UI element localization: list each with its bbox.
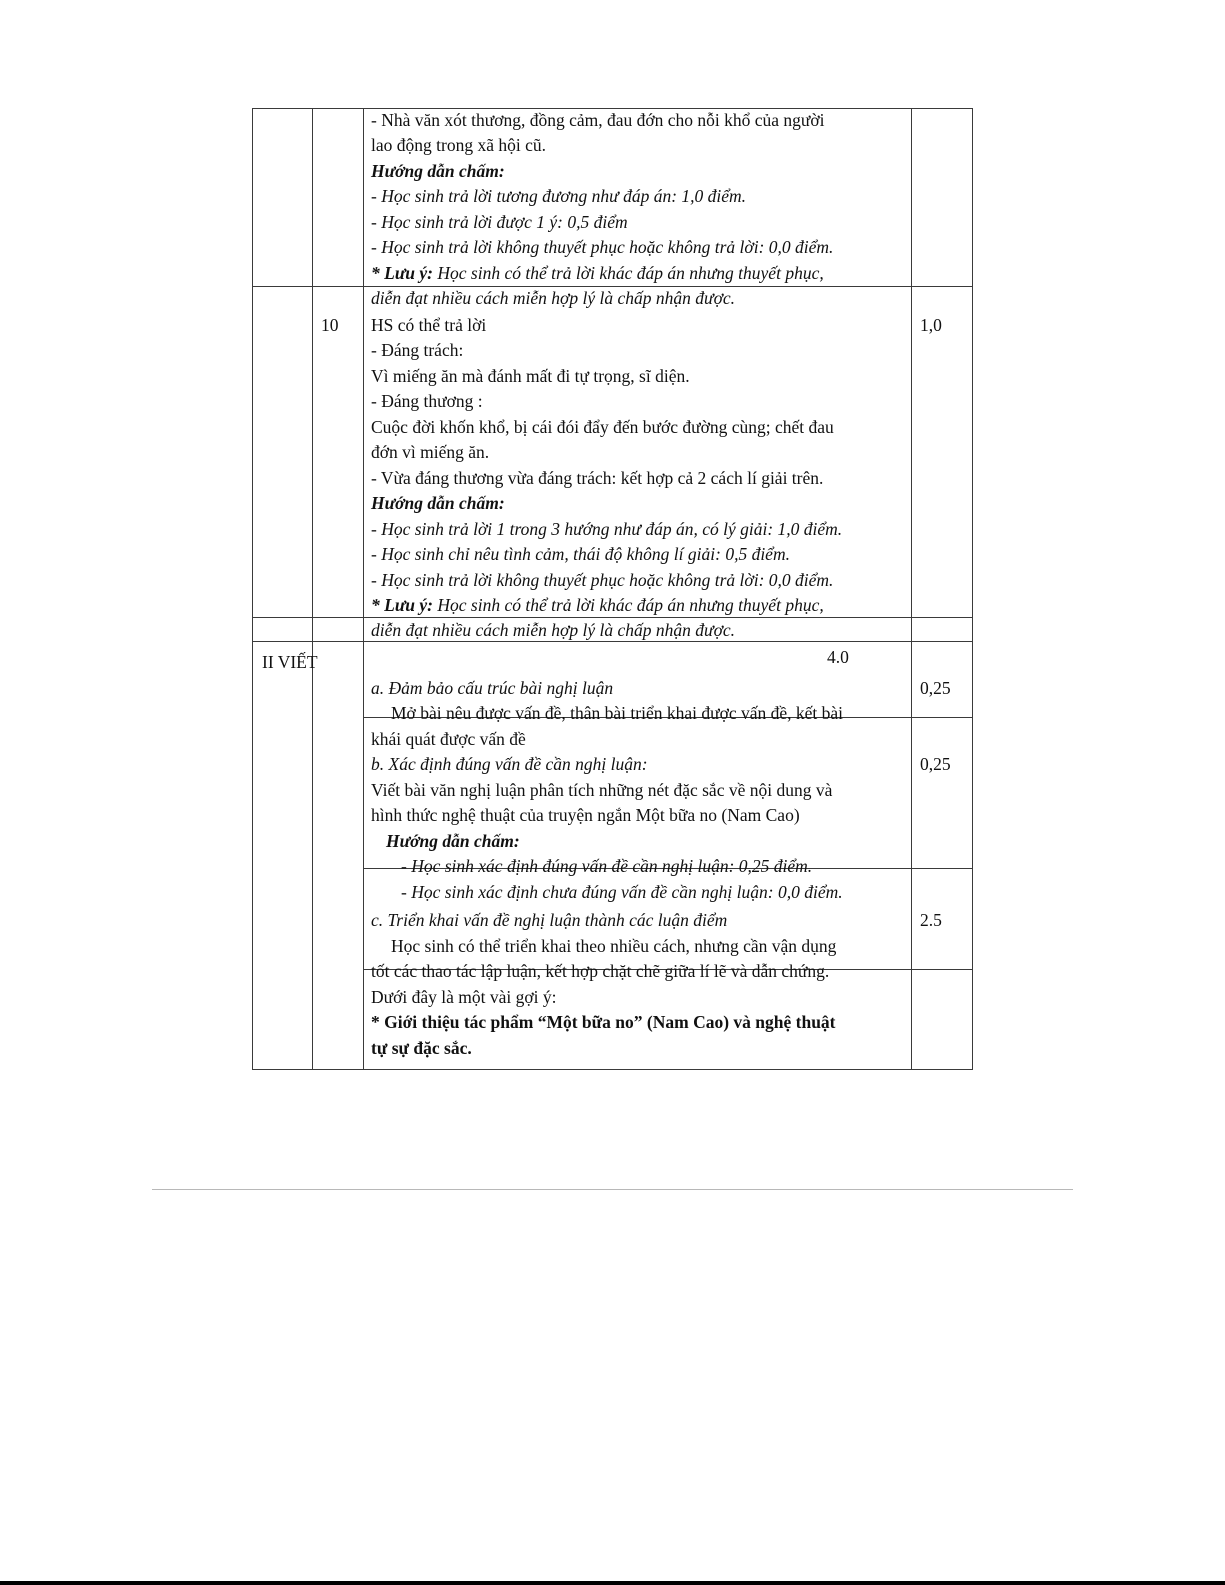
content-line: tự sự đặc sắc. <box>371 1038 472 1058</box>
content-line: Cuộc đời khốn khổ, bị cái đói đẩy đến bước đường cùng; chết đau <box>371 417 834 437</box>
content-line: Viết bài văn nghị luận phân tích những nét đặc sắc về nội dung và <box>371 780 833 800</box>
note-line: diễn đạt nhiều cách miễn hợp lý là chấp nhận được. <box>371 620 736 640</box>
note-lead: * Lưu ý: <box>371 595 434 615</box>
section-label: II VIẾT <box>262 652 318 672</box>
content-line: - Nhà văn xót thương, đồng cảm, đau đớn cho nỗi khổ của người <box>371 110 825 130</box>
note-line <box>371 261 903 286</box>
column-divider-1 <box>312 108 313 1069</box>
page-bottom-edge <box>0 1581 1225 1585</box>
content-line: đớn vì miếng ăn. <box>371 442 490 462</box>
column-divider-2 <box>363 108 364 1069</box>
table-border-right <box>972 108 973 1069</box>
section-total: 4.0 <box>827 647 849 667</box>
content-line: Dưới đây là một vài gợi ý: <box>371 987 557 1007</box>
content-line: Vì miếng ăn mà đánh mất đi tự trọng, sĩ diện. <box>371 366 690 386</box>
table-border-bottom <box>252 1069 973 1070</box>
grading-rule: - Học sinh trả lời được 1 ý: 0,5 điểm <box>371 212 628 232</box>
score-q10: 1,0 <box>920 315 942 335</box>
table-border-left <box>252 108 253 1069</box>
grading-rule: - Học sinh trả lời không thuyết phục hoặc không trả lời: 0,0 điểm. <box>371 237 834 257</box>
column-divider-3 <box>911 108 912 1069</box>
content-line: hình thức nghệ thuật của truyện ngắn Một bữa no (Nam Cao) <box>371 805 800 825</box>
content-line: - Đáng trách: <box>371 340 464 360</box>
note-lead: * Lưu ý: <box>371 263 434 283</box>
content-line: - Vừa đáng thương vừa đáng trách: kết hợp cả 2 cách lí giải trên. <box>371 468 824 488</box>
note-line: diễn đạt nhiều cách miễn hợp lý là chấp nhận được. <box>371 288 736 308</box>
criterion-c: c. Triển khai vấn đề nghị luận thành các luận điểm <box>371 910 728 930</box>
grading-rule: - Học sinh trả lời 1 trong 3 hướng như đáp án, có lý giải: 1,0 điểm. <box>371 519 843 539</box>
content-line: - Đáng thương : <box>371 391 483 411</box>
grading-rule: - Học sinh trả lời tương đương như đáp án: 1,0 điểm. <box>371 186 747 206</box>
score-part-a: 0,25 <box>920 678 951 698</box>
grading-guide-heading: Hướng dẫn chấm: <box>386 831 520 851</box>
grading-guide-heading: Hướng dẫn chấm: <box>371 161 505 181</box>
content-line: HS có thể trả lời <box>371 315 487 335</box>
content-line: Mở bài nêu được vấn đề, thân bài triển khai được vấn đề, kết bài <box>391 703 844 723</box>
content-line: lao động trong xã hội cũ. <box>371 135 546 155</box>
score-part-c: 2.5 <box>920 910 942 930</box>
note-text: Học sinh có thể trả lời khác đáp án nhưng thuyết phục, <box>433 595 824 615</box>
content-line: Học sinh có thể triển khai theo nhiều cách, nhưng cần vận dụng <box>391 936 837 956</box>
page-footer-divider <box>152 1189 1073 1190</box>
grading-guide-heading: Hướng dẫn chấm: <box>371 493 505 513</box>
grading-rule: - Học sinh xác định đúng vấn đề cần nghị luận: 0,25 điểm. <box>401 856 813 876</box>
grading-rule: - Học sinh trả lời không thuyết phục hoặc không trả lời: 0,0 điểm. <box>371 570 834 590</box>
question-number: 10 <box>321 315 339 335</box>
grading-rule: - Học sinh xác định chưa đúng vấn đề cần nghị luận: 0,0 điểm. <box>401 882 843 902</box>
content-line: * Giới thiệu tác phẩm “Một bữa no” (Nam Cao) và nghệ thuật <box>371 1012 836 1032</box>
score-part-b: 0,25 <box>920 754 951 774</box>
criterion-a: a. Đảm bảo cấu trúc bài nghị luận <box>371 678 614 698</box>
content-line: tốt các thao tác lập luận, kết hợp chặt chẽ giữa lí lẽ và dẫn chứng. <box>371 961 830 981</box>
grading-rule: - Học sinh chỉ nêu tình cảm, thái độ không lí giải: 0,5 điểm. <box>371 544 790 564</box>
criterion-b: b. Xác định đúng vấn đề cần nghị luận: <box>371 754 648 774</box>
note-text: Học sinh có thể trả lời khác đáp án nhưng thuyết phục, <box>433 263 824 283</box>
note-line <box>371 593 903 618</box>
content-line: khái quát được vấn đề <box>371 729 526 749</box>
